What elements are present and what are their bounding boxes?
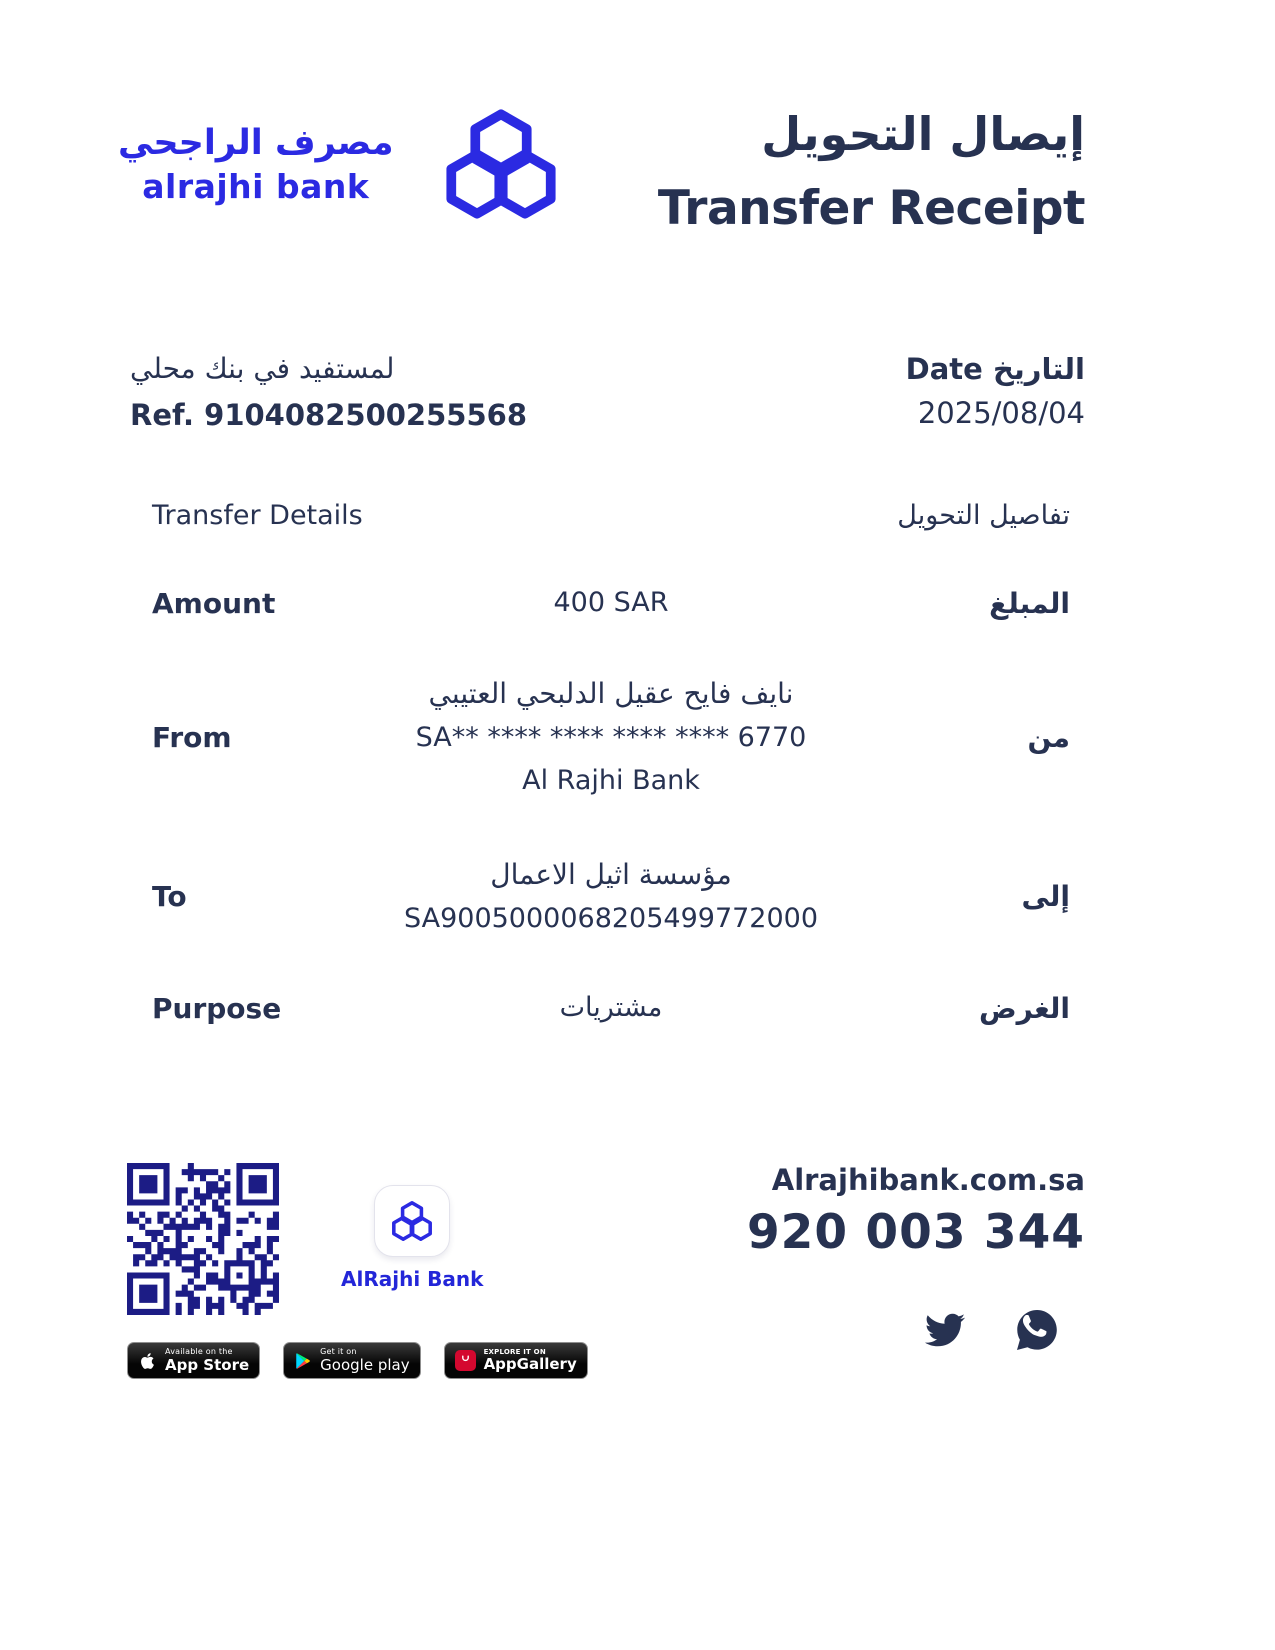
receipt-title-english: Transfer Receipt [657,180,1085,236]
amount-value: 400 SAR [553,587,669,618]
alrajhi-app-logo-icon [389,1199,435,1243]
receipt-title [658,108,1085,236]
alrajhi-app-icon [374,1185,450,1257]
section-title-arabic: تفاصيل التحويل [897,500,1070,531]
amount-label-english: Amount [152,586,276,620]
sender-bank: Al Rajhi Bank [522,765,700,796]
transfer-type-note: لمستفيد في بنك محلي [130,352,395,385]
google-play-icon [294,1351,312,1371]
transfer-details-section [152,500,1070,1029]
from-label-english: From [152,720,232,754]
store-badges [127,1342,588,1379]
date-value: 2025/08/04 [917,396,1085,430]
sender-name: نايف فايح عقيل الدلبحي العتيبي [428,676,794,710]
to-label-arabic: إلى [1021,879,1070,913]
bank-name-english: alrajhi bank [142,166,370,206]
date-block [906,352,1085,430]
phone-number: 920 003 344 [746,1205,1085,1260]
to-value [382,851,840,943]
purpose-value: مشتريات [559,992,663,1023]
website-link[interactable]: Alrajhibank.com.sa [771,1163,1085,1197]
date-label [906,352,1085,386]
reference-number: Ref. 9104082500255568 [130,398,527,432]
purpose-row [152,988,1070,1029]
amount-label-arabic: المبلغ [989,586,1070,620]
google-play-badge[interactable] [283,1342,420,1379]
whatsapp-icon[interactable] [1015,1310,1059,1350]
to-label-english: To [152,879,187,913]
app-name-label: AlRajhi Bank [341,1267,484,1291]
section-title-english: Transfer Details [152,500,363,531]
amount-row [152,583,1070,624]
bank-brand-text [118,123,394,206]
beneficiary-iban: SA9005000068205499772000 [403,902,819,934]
to-row [152,851,1070,943]
sender-account-masked: SA** **** **** **** **** 6770 [415,721,807,753]
purpose-label-arabic: الغرض [979,991,1070,1025]
qr-code [127,1163,279,1315]
from-label-arabic: من [1027,720,1070,754]
purpose-label-english: Purpose [152,991,282,1025]
google-play-tagline: Get it on [320,1347,357,1357]
from-value [382,670,840,805]
huawei-appgallery-icon [455,1350,476,1371]
reference-block [130,352,527,432]
apple-icon [138,1350,157,1372]
receipt-meta [130,352,1085,432]
appgallery-tagline: EXPLORE IT ON [483,1348,546,1357]
mobile-app-promo [341,1185,483,1291]
from-row [152,670,1070,805]
app-store-tagline: Available on the [165,1347,233,1357]
social-icons [747,1310,1059,1350]
beneficiary-name: مؤسسة اثيل الاعمال [490,857,732,891]
receipt-title-arabic: إيصال التحويل [761,107,1085,161]
footer-left [127,1163,588,1379]
transfer-details-header [152,500,1070,531]
alrajhi-bank-logo-icon [438,104,564,224]
footer-right [747,1163,1085,1350]
app-store-badge[interactable] [127,1342,260,1379]
google-play-name: Google play [320,1356,410,1375]
bank-name-arabic: مصرف الراجحي [118,122,394,163]
date-label-english: Date [905,352,983,386]
appgallery-name: AppGallery [483,1355,577,1374]
bank-brand [118,104,564,224]
appgallery-badge[interactable] [444,1342,588,1379]
twitter-icon[interactable] [923,1310,967,1350]
date-label-arabic: التاريخ [992,352,1085,386]
app-store-name: App Store [165,1356,250,1375]
